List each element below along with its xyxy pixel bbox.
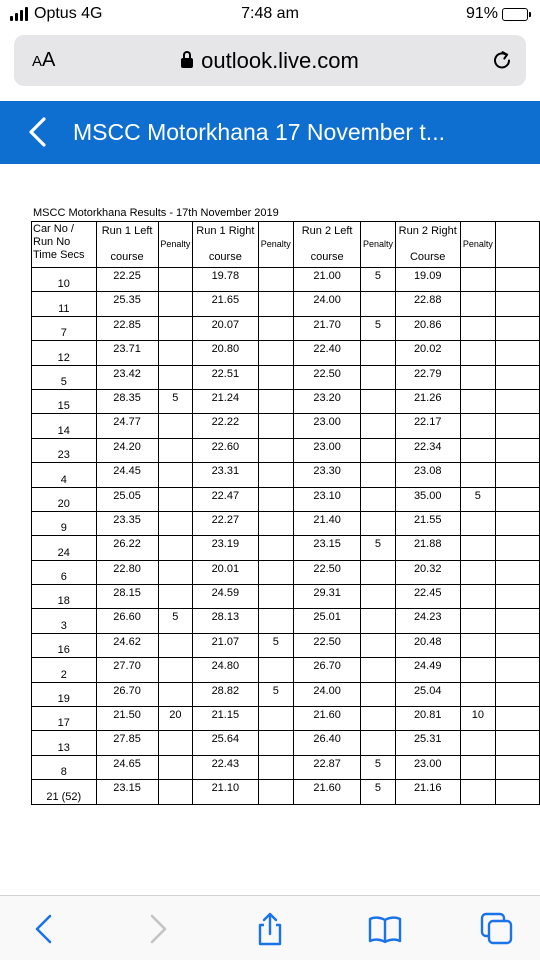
penalty-cell: 10 bbox=[460, 707, 495, 731]
time-cell: 23.15 bbox=[293, 536, 360, 560]
time-cell: 22.50 bbox=[293, 365, 360, 389]
penalty-cell bbox=[460, 268, 495, 292]
time-cell: 23.31 bbox=[193, 463, 259, 487]
header-run2-right: Run 2 Right Course bbox=[395, 222, 460, 268]
penalty-cell bbox=[460, 389, 495, 413]
time-cell: 25.01 bbox=[293, 609, 360, 633]
extra-cell bbox=[496, 731, 540, 755]
time-cell: 22.60 bbox=[193, 438, 259, 462]
header-penalty: Penalty bbox=[460, 222, 495, 268]
penalty-cell bbox=[258, 438, 293, 462]
penalty-cell bbox=[158, 316, 193, 340]
table-row bbox=[32, 609, 540, 633]
message-header bbox=[0, 101, 540, 164]
table-row bbox=[32, 365, 540, 389]
time-cell: 21.16 bbox=[395, 780, 460, 804]
penalty-cell bbox=[361, 511, 396, 535]
penalty-cell bbox=[158, 560, 193, 584]
time-cell: 22.17 bbox=[395, 414, 460, 438]
penalty-cell bbox=[258, 560, 293, 584]
extra-cell bbox=[496, 755, 540, 779]
car-number-cell: 10 bbox=[32, 268, 97, 292]
penalty-cell bbox=[361, 463, 396, 487]
time-cell: 25.05 bbox=[96, 487, 158, 511]
penalty-cell bbox=[361, 682, 396, 706]
car-number-cell: 13 bbox=[32, 731, 97, 755]
carrier-label: Optus 4G bbox=[34, 5, 103, 22]
penalty-cell: 5 bbox=[361, 268, 396, 292]
penalty-cell bbox=[460, 560, 495, 584]
extra-cell bbox=[496, 463, 540, 487]
time-cell: 29.31 bbox=[293, 585, 360, 609]
penalty-cell bbox=[158, 341, 193, 365]
car-number-cell: 12 bbox=[32, 341, 97, 365]
battery-icon bbox=[502, 8, 528, 21]
time-cell: 25.64 bbox=[193, 731, 259, 755]
penalty-cell bbox=[460, 609, 495, 633]
penalty-cell bbox=[258, 585, 293, 609]
reload-icon[interactable] bbox=[488, 47, 516, 75]
clock: 7:48 am bbox=[241, 5, 299, 22]
time-cell: 21.07 bbox=[193, 633, 259, 657]
penalty-cell bbox=[460, 511, 495, 535]
table-row bbox=[32, 463, 540, 487]
extra-cell bbox=[496, 414, 540, 438]
table-header-row bbox=[32, 222, 540, 268]
penalty-cell bbox=[361, 609, 396, 633]
penalty-cell bbox=[158, 755, 193, 779]
header-run1-left: Run 1 Left course bbox=[96, 222, 158, 268]
table-row bbox=[32, 389, 540, 413]
table-row bbox=[32, 707, 540, 731]
extra-cell bbox=[496, 511, 540, 535]
penalty-cell bbox=[258, 365, 293, 389]
time-cell: 20.07 bbox=[193, 316, 259, 340]
time-cell: 24.59 bbox=[193, 585, 259, 609]
extra-cell bbox=[496, 780, 540, 804]
time-cell: 27.70 bbox=[96, 658, 158, 682]
time-cell: 23.15 bbox=[96, 780, 158, 804]
penalty-cell bbox=[361, 658, 396, 682]
time-cell: 24.20 bbox=[96, 438, 158, 462]
penalty-cell bbox=[361, 292, 396, 316]
time-cell: 28.35 bbox=[96, 389, 158, 413]
time-cell: 20.32 bbox=[395, 560, 460, 584]
penalty-cell bbox=[361, 633, 396, 657]
table-row bbox=[32, 560, 540, 584]
table-row bbox=[32, 341, 540, 365]
time-cell: 27.85 bbox=[96, 731, 158, 755]
table-row bbox=[32, 755, 540, 779]
penalty-cell bbox=[258, 609, 293, 633]
time-cell: 25.31 bbox=[395, 731, 460, 755]
lock-icon bbox=[181, 58, 193, 68]
time-cell: 21.60 bbox=[293, 780, 360, 804]
extra-cell bbox=[496, 316, 540, 340]
car-number-cell: 19 bbox=[32, 682, 97, 706]
penalty-cell bbox=[158, 585, 193, 609]
penalty-cell bbox=[158, 511, 193, 535]
time-cell: 23.00 bbox=[293, 414, 360, 438]
time-cell: 23.19 bbox=[193, 536, 259, 560]
penalty-cell bbox=[158, 438, 193, 462]
time-cell: 24.65 bbox=[96, 755, 158, 779]
extra-cell bbox=[496, 707, 540, 731]
penalty-cell bbox=[460, 585, 495, 609]
penalty-cell: 5 bbox=[158, 609, 193, 633]
penalty-cell bbox=[460, 414, 495, 438]
results-caption: MSCC Motorkhana Results - 17th November 2019 bbox=[33, 207, 279, 219]
car-number-cell: 14 bbox=[32, 414, 97, 438]
penalty-cell: 5 bbox=[361, 536, 396, 560]
time-cell: 26.70 bbox=[293, 658, 360, 682]
header-extra bbox=[496, 222, 540, 268]
time-cell: 25.35 bbox=[96, 292, 158, 316]
time-cell: 20.86 bbox=[395, 316, 460, 340]
time-cell: 23.00 bbox=[293, 438, 360, 462]
time-cell: 26.22 bbox=[96, 536, 158, 560]
extra-cell bbox=[496, 585, 540, 609]
time-cell: 23.20 bbox=[293, 389, 360, 413]
car-number-cell: 8 bbox=[32, 755, 97, 779]
time-cell: 20.80 bbox=[193, 341, 259, 365]
header-run1-right: Run 1 Right course bbox=[193, 222, 259, 268]
time-cell: 21.24 bbox=[193, 389, 259, 413]
penalty-cell bbox=[361, 707, 396, 731]
time-cell: 20.48 bbox=[395, 633, 460, 657]
time-cell: 35.00 bbox=[395, 487, 460, 511]
table-row bbox=[32, 511, 540, 535]
penalty-cell bbox=[460, 438, 495, 462]
penalty-cell bbox=[258, 389, 293, 413]
table-row bbox=[32, 731, 540, 755]
time-cell: 24.45 bbox=[96, 463, 158, 487]
penalty-cell bbox=[158, 268, 193, 292]
penalty-cell bbox=[361, 560, 396, 584]
penalty-cell bbox=[258, 292, 293, 316]
time-cell: 20.01 bbox=[193, 560, 259, 584]
back-arrow-icon[interactable] bbox=[24, 116, 54, 148]
penalty-cell bbox=[158, 731, 193, 755]
address-bar[interactable] bbox=[14, 35, 526, 86]
time-cell: 23.10 bbox=[293, 487, 360, 511]
extra-cell bbox=[496, 438, 540, 462]
time-cell: 24.23 bbox=[395, 609, 460, 633]
time-cell: 22.79 bbox=[395, 365, 460, 389]
penalty-cell: 5 bbox=[258, 633, 293, 657]
header-penalty: Penalty bbox=[361, 222, 396, 268]
time-cell: 21.40 bbox=[293, 511, 360, 535]
car-number-cell: 5 bbox=[32, 365, 97, 389]
penalty-cell bbox=[361, 438, 396, 462]
car-number-cell: 4 bbox=[32, 463, 97, 487]
penalty-cell bbox=[361, 731, 396, 755]
penalty-cell bbox=[258, 707, 293, 731]
penalty-cell bbox=[460, 682, 495, 706]
time-cell: 22.27 bbox=[193, 511, 259, 535]
penalty-cell bbox=[361, 341, 396, 365]
time-cell: 19.78 bbox=[193, 268, 259, 292]
penalty-cell bbox=[361, 365, 396, 389]
time-cell: 21.70 bbox=[293, 316, 360, 340]
car-number-cell: 17 bbox=[32, 707, 97, 731]
time-cell: 24.49 bbox=[395, 658, 460, 682]
penalty-cell: 5 bbox=[258, 682, 293, 706]
back-icon[interactable] bbox=[28, 912, 62, 946]
message-subject: MSCC Motorkhana 17 November t... bbox=[73, 119, 445, 145]
penalty-cell bbox=[460, 341, 495, 365]
table-row bbox=[32, 487, 540, 511]
table-row bbox=[32, 780, 540, 804]
penalty-cell bbox=[258, 341, 293, 365]
penalty-cell bbox=[460, 755, 495, 779]
penalty-cell bbox=[361, 487, 396, 511]
time-cell: 22.51 bbox=[193, 365, 259, 389]
time-cell: 21.55 bbox=[395, 511, 460, 535]
penalty-cell bbox=[460, 731, 495, 755]
time-cell: 21.50 bbox=[96, 707, 158, 731]
battery-indicator bbox=[466, 5, 528, 23]
table-row bbox=[32, 292, 540, 316]
car-number-cell: 15 bbox=[32, 389, 97, 413]
table-row bbox=[32, 316, 540, 340]
penalty-cell bbox=[158, 780, 193, 804]
time-cell: 22.88 bbox=[395, 292, 460, 316]
penalty-cell bbox=[158, 414, 193, 438]
table-row bbox=[32, 438, 540, 462]
penalty-cell bbox=[460, 292, 495, 316]
time-cell: 24.62 bbox=[96, 633, 158, 657]
time-cell: 21.15 bbox=[193, 707, 259, 731]
penalty-cell bbox=[158, 658, 193, 682]
penalty-cell: 5 bbox=[361, 780, 396, 804]
penalty-cell bbox=[158, 633, 193, 657]
penalty-cell bbox=[258, 487, 293, 511]
penalty-cell bbox=[460, 780, 495, 804]
car-number-cell: 24 bbox=[32, 536, 97, 560]
time-cell: 22.34 bbox=[395, 438, 460, 462]
time-cell: 24.80 bbox=[193, 658, 259, 682]
penalty-cell bbox=[258, 755, 293, 779]
time-cell: 21.10 bbox=[193, 780, 259, 804]
penalty-cell bbox=[361, 414, 396, 438]
penalty-cell: 20 bbox=[158, 707, 193, 731]
url-display[interactable] bbox=[14, 48, 526, 74]
forward-icon bbox=[140, 912, 174, 946]
time-cell: 20.81 bbox=[395, 707, 460, 731]
header-run2-left: Run 2 Left course bbox=[293, 222, 360, 268]
penalty-cell bbox=[460, 633, 495, 657]
table-row bbox=[32, 682, 540, 706]
browser-toolbar bbox=[0, 895, 540, 960]
extra-cell bbox=[496, 633, 540, 657]
time-cell: 28.15 bbox=[96, 585, 158, 609]
battery-percent: 91% bbox=[465, 5, 498, 22]
time-cell: 28.13 bbox=[193, 609, 259, 633]
time-cell: 22.43 bbox=[193, 755, 259, 779]
penalty-cell bbox=[258, 414, 293, 438]
penalty-cell: 5 bbox=[361, 755, 396, 779]
time-cell: 22.47 bbox=[193, 487, 259, 511]
time-cell: 26.40 bbox=[293, 731, 360, 755]
time-cell: 23.35 bbox=[96, 511, 158, 535]
time-cell: 20.02 bbox=[395, 341, 460, 365]
penalty-cell bbox=[158, 536, 193, 560]
time-cell: 22.40 bbox=[293, 341, 360, 365]
table-row bbox=[32, 268, 540, 292]
penalty-cell: 5 bbox=[460, 487, 495, 511]
table-row bbox=[32, 633, 540, 657]
results-table bbox=[31, 221, 540, 805]
penalty-cell: 5 bbox=[361, 316, 396, 340]
extra-cell bbox=[496, 658, 540, 682]
table-row bbox=[32, 414, 540, 438]
extra-cell bbox=[496, 609, 540, 633]
time-cell: 23.00 bbox=[395, 755, 460, 779]
penalty-cell bbox=[258, 780, 293, 804]
penalty-cell bbox=[158, 365, 193, 389]
car-number-cell: 16 bbox=[32, 633, 97, 657]
time-cell: 22.22 bbox=[193, 414, 259, 438]
penalty-cell bbox=[258, 536, 293, 560]
header-car: Car No / Run No Time Secs bbox=[32, 222, 97, 268]
table-row bbox=[32, 585, 540, 609]
time-cell: 23.42 bbox=[96, 365, 158, 389]
time-cell: 24.00 bbox=[293, 682, 360, 706]
penalty-cell bbox=[460, 536, 495, 560]
url-host: outlook.live.com bbox=[201, 48, 359, 73]
penalty-cell bbox=[258, 658, 293, 682]
penalty-cell bbox=[158, 682, 193, 706]
car-number-cell: 23 bbox=[32, 438, 97, 462]
penalty-cell bbox=[258, 463, 293, 487]
time-cell: 24.00 bbox=[293, 292, 360, 316]
extra-cell bbox=[496, 389, 540, 413]
extra-cell bbox=[496, 268, 540, 292]
penalty-cell bbox=[258, 268, 293, 292]
extra-cell bbox=[496, 536, 540, 560]
extra-cell bbox=[496, 560, 540, 584]
table-row bbox=[32, 536, 540, 560]
time-cell: 21.88 bbox=[395, 536, 460, 560]
time-cell: 21.65 bbox=[193, 292, 259, 316]
time-cell: 26.70 bbox=[96, 682, 158, 706]
time-cell: 22.85 bbox=[96, 316, 158, 340]
extra-cell bbox=[496, 292, 540, 316]
share-icon[interactable] bbox=[253, 912, 287, 946]
time-cell: 22.50 bbox=[293, 633, 360, 657]
time-cell: 22.80 bbox=[96, 560, 158, 584]
time-cell: 21.00 bbox=[293, 268, 360, 292]
time-cell: 22.45 bbox=[395, 585, 460, 609]
reader-settings-button[interactable]: AA bbox=[32, 49, 56, 71]
car-number-cell: 18 bbox=[32, 585, 97, 609]
penalty-cell bbox=[460, 658, 495, 682]
penalty-cell bbox=[158, 292, 193, 316]
car-number-cell: 7 bbox=[32, 316, 97, 340]
penalty-cell bbox=[460, 463, 495, 487]
time-cell: 28.82 bbox=[193, 682, 259, 706]
status-bar bbox=[0, 0, 540, 30]
car-number-cell: 20 bbox=[32, 487, 97, 511]
tabs-icon[interactable] bbox=[480, 912, 514, 946]
penalty-cell bbox=[258, 316, 293, 340]
car-number-cell: 3 bbox=[32, 609, 97, 633]
header-penalty: Penalty bbox=[258, 222, 293, 268]
time-cell: 26.60 bbox=[96, 609, 158, 633]
time-cell: 23.71 bbox=[96, 341, 158, 365]
penalty-cell: 5 bbox=[158, 389, 193, 413]
time-cell: 22.25 bbox=[96, 268, 158, 292]
penalty-cell bbox=[158, 487, 193, 511]
header-penalty: Penalty bbox=[158, 222, 193, 268]
penalty-cell bbox=[258, 511, 293, 535]
car-number-cell: 11 bbox=[32, 292, 97, 316]
time-cell: 21.60 bbox=[293, 707, 360, 731]
penalty-cell bbox=[460, 365, 495, 389]
penalty-cell bbox=[460, 316, 495, 340]
time-cell: 19.09 bbox=[395, 268, 460, 292]
car-number-cell: 2 bbox=[32, 658, 97, 682]
time-cell: 22.50 bbox=[293, 560, 360, 584]
time-cell: 23.30 bbox=[293, 463, 360, 487]
time-cell: 24.77 bbox=[96, 414, 158, 438]
penalty-cell bbox=[158, 463, 193, 487]
time-cell: 23.08 bbox=[395, 463, 460, 487]
car-number-cell: 6 bbox=[32, 560, 97, 584]
extra-cell bbox=[496, 682, 540, 706]
car-number-cell: 21 (52) bbox=[32, 780, 97, 804]
penalty-cell bbox=[361, 389, 396, 413]
extra-cell bbox=[496, 341, 540, 365]
time-cell: 21.26 bbox=[395, 389, 460, 413]
car-number-cell: 9 bbox=[32, 511, 97, 535]
table-row bbox=[32, 658, 540, 682]
penalty-cell bbox=[361, 585, 396, 609]
extra-cell bbox=[496, 487, 540, 511]
bookmarks-icon[interactable] bbox=[368, 912, 402, 946]
time-cell: 22.87 bbox=[293, 755, 360, 779]
time-cell: 25.04 bbox=[395, 682, 460, 706]
penalty-cell bbox=[258, 731, 293, 755]
extra-cell bbox=[496, 365, 540, 389]
